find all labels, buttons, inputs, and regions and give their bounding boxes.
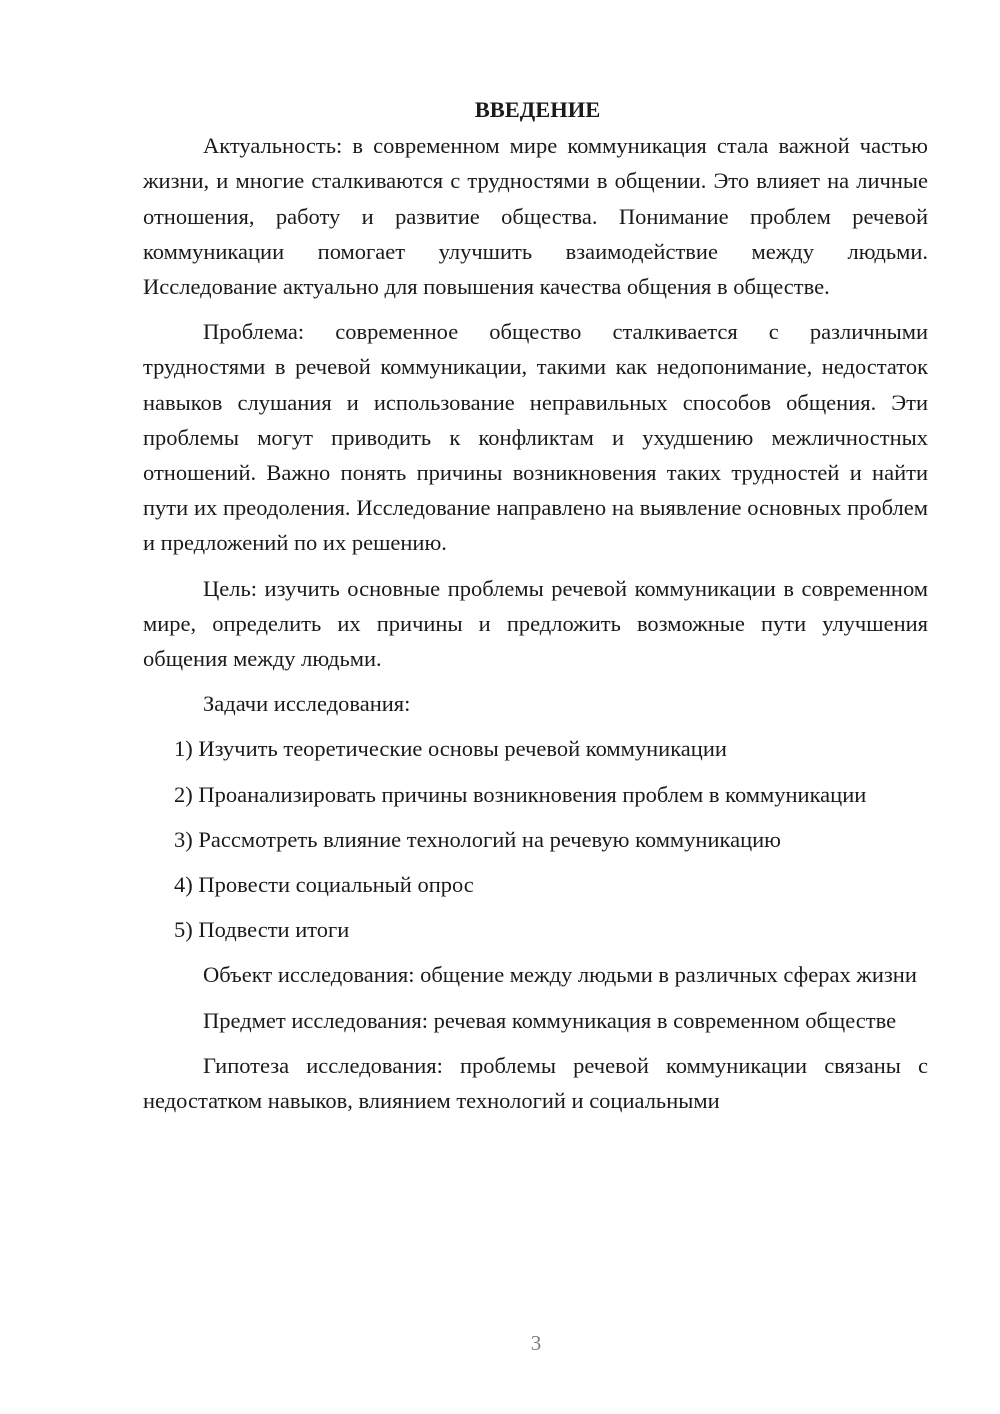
task-item-2: 2) Проанализировать причины возникновения проблем в коммуникации <box>174 781 867 807</box>
paragraph-subject: Предмет исследования: речевая коммуникация в современном обществе <box>203 1007 897 1033</box>
page-number: 3 <box>530 1331 542 1355</box>
tasks-heading: Задачи исследования: <box>203 691 411 717</box>
task-item-1: 1) Изучить теоретические основы речевой коммуникации <box>174 736 727 762</box>
paragraph-object: Объект исследования: общение между людьми в различных сферах жизни <box>203 962 917 988</box>
page-content <box>143 92 928 1128</box>
task-item-3: 3) Рассмотреть влияние технологий на речевую коммуникацию <box>174 826 781 852</box>
task-item-5: 5) Подвести итоги <box>174 917 350 943</box>
paragraph-relevance: Актуальность: в современном мире коммуникация стала важной частью жизни, и многие сталкиваются с трудностями в общении. Это влияет на личные отношения, работу и развитие общества. Понимание проблем речевой коммуникации помогает улучшить взаимодействие между людьми. Исследование актуально для повышения качества общения в обществе. <box>143 133 928 300</box>
section-title: ВВЕДЕНИЕ <box>474 97 601 122</box>
paragraph-hypothesis: Гипотеза исследования: проблемы речевой коммуникации связаны с недостатком навыков, влиянием технологий и социальными <box>143 1052 928 1114</box>
task-item-4: 4) Провести социальный опрос <box>174 872 474 898</box>
paragraph-goal: Цель: изучить основные проблемы речевой коммуникации в современном мире, определить их причины и предложить возможные пути улучшения общения между людьми. <box>143 575 928 672</box>
paragraph-problem: Проблема: современное общество сталкивается с различными трудностями в речевой коммуникации, такими как недопонимание, недостаток навыков слушания и использование неправильных способов общения. Эти проблемы могут приводить к конфликтам и ухудшению межличностных отношений. Важно понять причины возникновения таких трудностей и найти пути их преодоления. Исследование направлено на выявление основных проблем и предложений по их решению. <box>143 319 928 556</box>
